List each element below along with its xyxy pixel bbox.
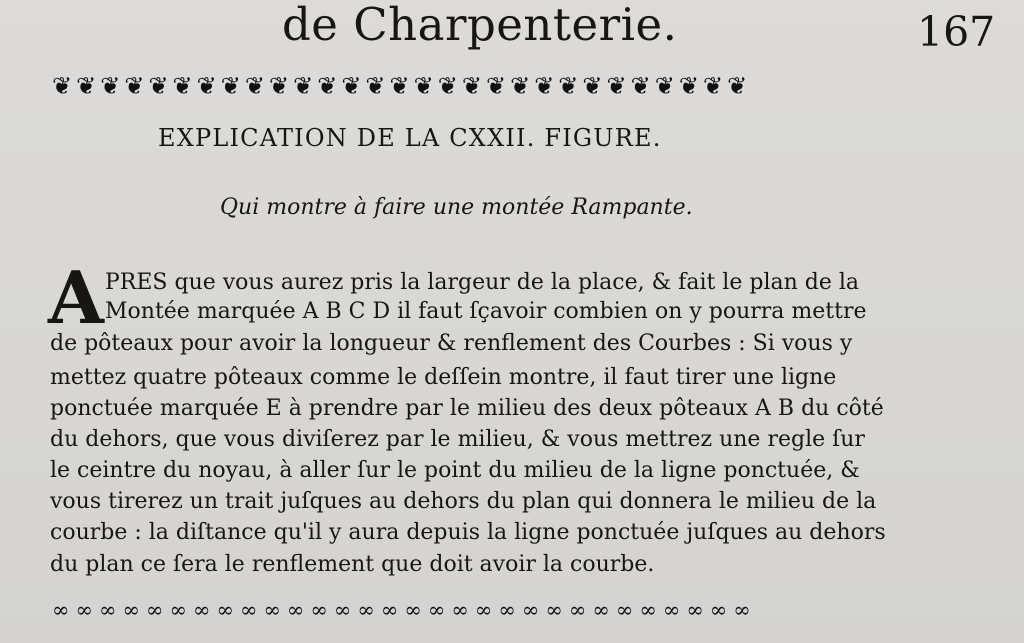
- running-title: de Charpenterie.: [282, 0, 678, 51]
- paragraph-line-5: ponctuée marquée E à prendre par le milieu des deux pôteaux A B du côté: [50, 396, 884, 421]
- paragraph-line-4: mettez quatre pôteaux comme le deſſein montre, il faut tirer une ligne: [50, 365, 837, 390]
- paragraph-line-9: courbe : la diſtance qu'il y aura depuis la ligne ponctuée juſques au dehors: [50, 520, 886, 545]
- paragraph-line-3: de pôteaux pour avoir la longueur & renflement des Courbes : Si vous y: [50, 331, 853, 356]
- figure-subtitle: Qui montre à faire une montée Rampante.: [220, 195, 693, 220]
- drop-cap: A: [48, 255, 104, 340]
- paragraph-line-1: PRES que vous aurez pris la largeur de la place, & fait le plan de la: [105, 270, 860, 295]
- paragraph-line-8: vous tirerez un trait juſques au dehors du plan qui donnera le milieu de la: [50, 489, 877, 514]
- paragraph-line-7: le ceintre du noyau, à aller ſur le point du milieu de la ligne ponctuée, &: [50, 458, 860, 483]
- paragraph-line-10: du plan ce ſera le renflement que doit avoir la courbe.: [50, 552, 655, 577]
- top-ornament-band: ❦❦❦❦❦❦❦❦❦❦❦❦❦❦❦❦❦❦❦❦❦❦❦❦❦❦❦❦❦: [52, 72, 752, 100]
- bottom-ornament-band: ∞∞∞∞∞∞∞∞∞∞∞∞∞∞∞∞∞∞∞∞∞∞∞∞∞∞∞∞∞∞: [52, 598, 757, 622]
- page-number: 167: [917, 8, 996, 56]
- figure-heading: EXPLICATION DE LA CXXII. FIGURE.: [158, 124, 662, 152]
- paragraph-line-6: du dehors, que vous diviſerez par le milieu, & vous mettrez une regle ſur: [50, 427, 865, 452]
- paragraph-line-2: Montée marquée A B C D il faut ſçavoir combien on y pourra mettre: [105, 299, 867, 324]
